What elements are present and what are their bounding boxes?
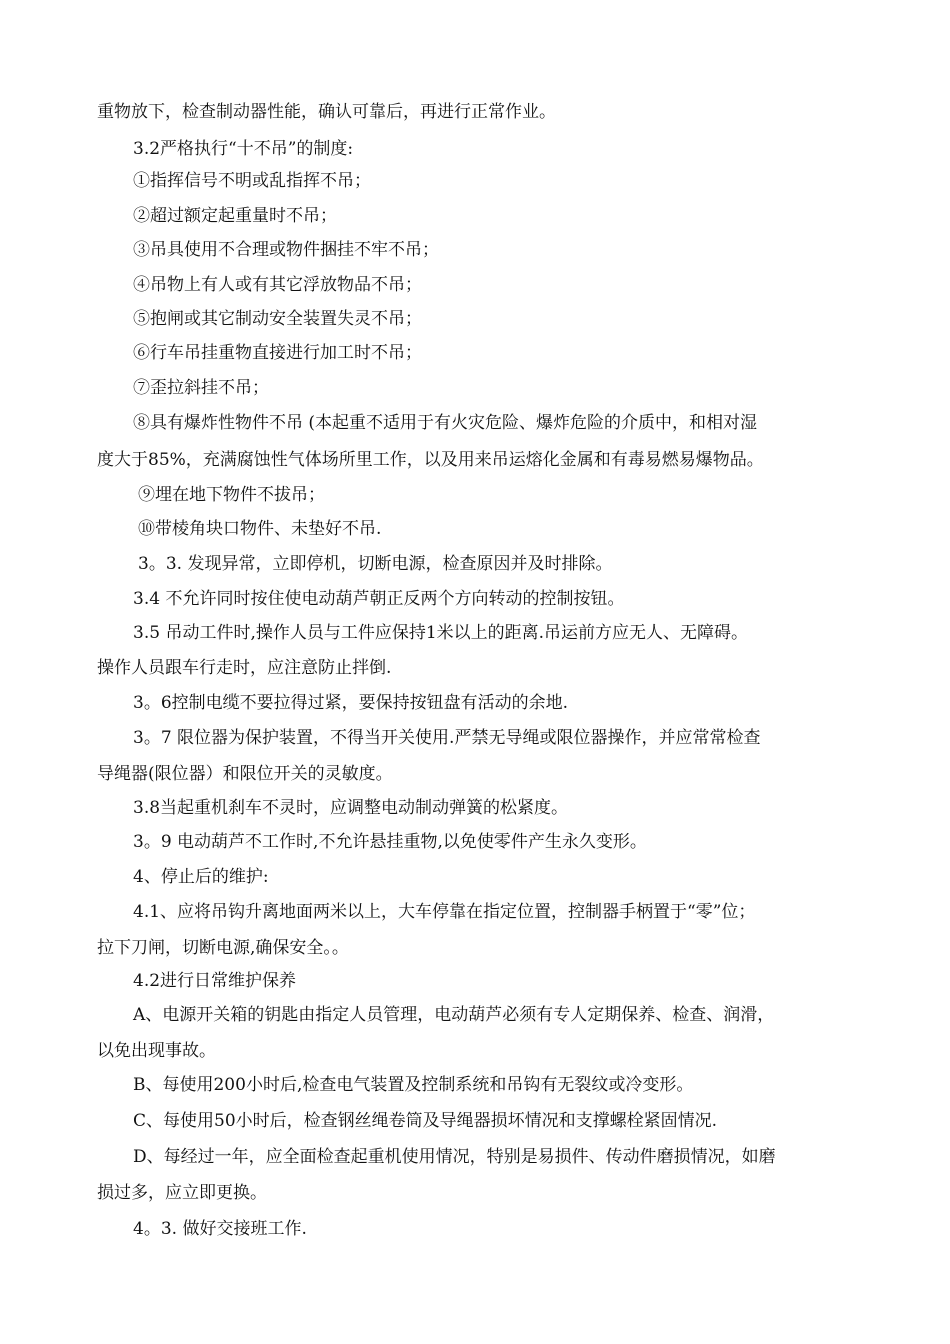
item-c: C、每使用50小时后，检查钢丝绳卷筒及导绳器损坏情况和支撑螺栓紧固情况. [133, 1111, 718, 1131]
section-3-7-continuation: 导绳器(限位器）和限位开关的灵敏度。 [97, 764, 393, 784]
section-3-7: 3。7 限位器为保护装置，不得当开关使用.严禁无导绳或限位器操作，并应常常检查 [133, 728, 761, 748]
rule-item-10: ⑩带棱角块口物件、未垫好不吊. [138, 519, 382, 539]
item-d-continuation: 损过多，应立即更换。 [97, 1183, 267, 1203]
rule-item-1: ①指挥信号不明或乱指挥不吊； [133, 171, 371, 191]
rule-item-3: ③吊具使用不合理或物件捆挂不牢不吊； [133, 240, 439, 260]
rule-item-8-continuation: 度大于85%，充满腐蚀性气体场所里工作，以及用来吊运熔化金属和有毒易燃易爆物品。 [97, 450, 764, 470]
section-4-2-heading: 4.2进行日常维护保养 [133, 971, 297, 991]
section-3-3: 3。3. 发现异常，立即停机，切断电源，检查原因并及时排除。 [138, 554, 613, 574]
rule-item-7: ⑦歪拉斜挂不吊； [133, 378, 269, 398]
item-a-continuation: 以免出现事故。 [97, 1041, 216, 1061]
rule-item-8: ⑧具有爆炸性物件不吊 (本起重不适用于有火灾危险、爆炸危险的介质中，和相对湿 [133, 413, 758, 433]
rule-item-5: ⑤抱闸或其它制动安全装置失灵不吊； [133, 309, 422, 329]
section-3-8: 3.8当起重机刹车不灵时，应调整电动制动弹簧的松紧度。 [133, 798, 569, 818]
section-3-4: 3.4 不允许同时按住使电动葫芦朝正反两个方向转动的控制按钮。 [133, 589, 625, 609]
section-4-heading: 4、停止后的维护: [133, 867, 269, 887]
rule-item-9: ⑨埋在地下物件不拔吊； [138, 485, 325, 505]
item-d: D、每经过一年，应全面检查起重机使用情况，特别是易损件、传动件磨损情况，如磨 [133, 1147, 776, 1167]
section-3-5: 3.5 吊动工件时,操作人员与工件应保持1米以上的距离.吊运前方应无人、无障碍。 [133, 623, 749, 643]
item-b: B、每使用200小时后,检查电气装置及控制系统和吊钩有无裂纹或冷变形。 [133, 1075, 694, 1095]
rule-item-2: ②超过额定起重量时不吊； [133, 206, 337, 226]
rule-item-4: ④吊物上有人或有其它浮放物品不吊； [133, 275, 422, 295]
rule-item-6: ⑥行车吊挂重物直接进行加工时不吊； [133, 343, 422, 363]
section-4-1-continuation: 拉下刀闸，切断电源,确保安全。。 [97, 938, 349, 958]
section-3-5-continuation: 操作人员跟车行走时，应注意防止拌倒. [97, 658, 392, 678]
section-3-2-heading: 3.2严格执行“十不吊”的制度: [133, 139, 354, 159]
section-3-6: 3。6控制电缆不要拉得过紧，要保持按钮盘有活动的余地. [133, 693, 569, 713]
item-a: A、电源开关箱的钥匙由指定人员管理，电动葫芦必须有专人定期保养、检查、润滑， [133, 1005, 775, 1025]
section-4-3: 4。3. 做好交接班工作. [133, 1219, 307, 1239]
section-4-1: 4.1、应将吊钩升离地面两米以上，大车停靠在指定位置，控制器手柄置于“零”位； [133, 902, 756, 922]
section-3-9: 3。9 电动葫芦不工作时,不允许悬挂重物,以免使零件产生永久变形。 [133, 832, 647, 852]
text-line-continuation: 重物放下，检查制动器性能，确认可靠后，再进行正常作业。 [97, 102, 556, 122]
